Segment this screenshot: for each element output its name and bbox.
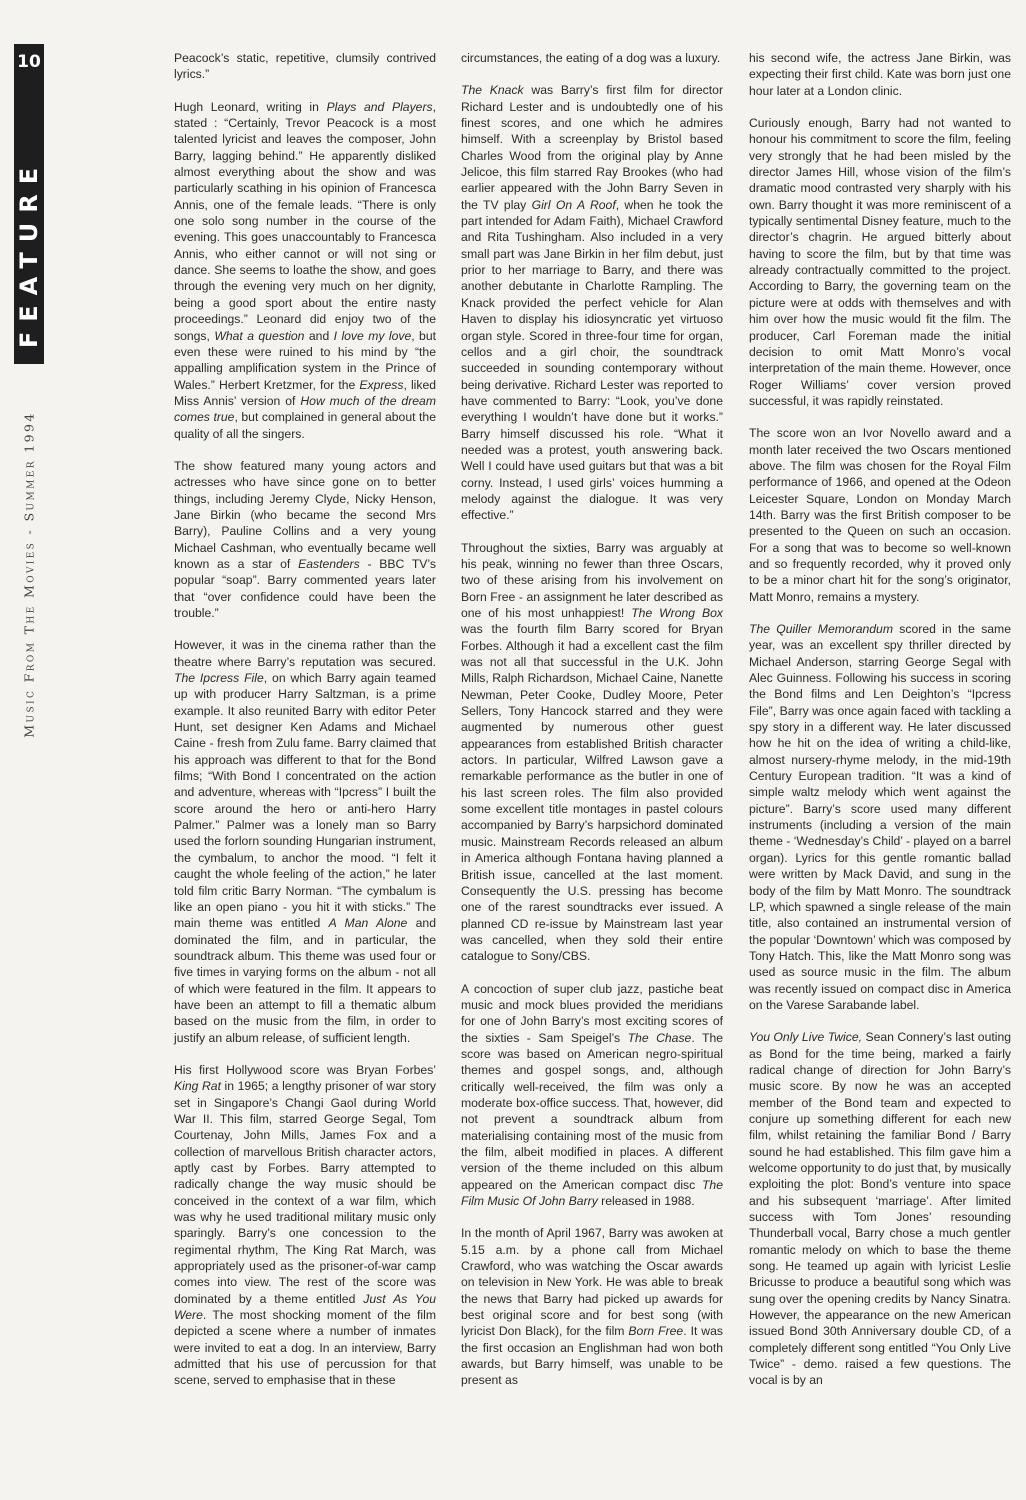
paragraph: In the month of April 1967, Barry was awoken at 5.15 a.m. by a phone call from Michael Crawford, who was watching the Oscar awards on television in New York. He was able to break the news that Barry had picked up awards for best original score and for best song (with lyricist Don Black), for the film Born Free. It was the first occasion an Englishman had won both awards, but Barry himself, was unable to be present as [461,1226,723,1388]
paragraph: The show featured many young actors and actresses who have since gone on to better things, including Jeremy Clyde, Nicky Henson, Jane Birkin (who became the second Mrs Barry), Pauline Collins and a very young Michael Cashman, who eventually became well known as a star of Eastenders - BBC TV’s popular “soap”. Barry commented years later that “over confidence could have been the trouble.” [174,458,436,620]
italic-title: The Wrong Box [631,606,723,620]
paragraph: A concoction of super club jazz, pastiche beat music and mock blues provided the meridians for one of John Barry’s most exciting scores of the sixties - Sam Speigel’s The Chase. The score was based on American negro-spiritual themes and gospel songs, and, although critically well-received, the film was only a moderate box-office success. That, however, did not prevent a soundtrack album from materialising containing most of the music from the film, albeit modified in places. A different version of the theme included on this album appeared on the American compact disc The Film Music Of John Barry released in 1988. [461,981,723,1209]
paragraph: You Only Live Twice, Sean Connery’s last outing as Bond for the time being, marked a fairly radical change of direction for John Barry’s music score. By now he was an accepted member of the Bond team and expected to conjure up something different for each new film, whilst retaining the familiar Bond / Barry sound he had established. This film gave him a welcome opportunity to do just that, by musically exploiting the plot: Bond’s venture into space and his subsequent ‘marriage’. After limited success with Tom Jones’ resounding Thunderball vocal, Barry chose a much gentler romantic melody on which to base the theme song. He teamed up again with lyricist Leslie Bricusse to produce a beautiful song which was sung over the opening credits by Nancy Sinatra. However, the appearance on the new American issued Bond 30th Anniversary double CD, of a completely different song entitled “You Only Live Twice” - demo. raised a few questions. The vocal is by an [749,1030,1011,1388]
paragraph: Curiously enough, Barry had not wanted to honour his commitment to score the film, feeling very strongly that he had been misled by the director James Hill, whose vision of the film’s dramatic mood contrasted very sharply with his own. Barry thought it was more reminiscent of a typically sentimental Disney feature, much to the director’s chagrin. He argued bitterly about having to score the film, but by that time was already contractually committed to the project. According to Barry, the governing team on the picture were at odds with themselves and with him over how the music would fit the film. The producer, Carl Foreman made the initial decision to omit Matt Monro’s vocal interpretation of the main theme. However, once Roger Williams’ cover version proved successful, it was rapidly reinstated. [749,116,1011,408]
column-3 [749,50,1011,1405]
section-label-text: FEATURE [15,157,44,349]
paragraph: his second wife, the actress Jane Birkin, was expecting their first child. Kate was born just one hour later at a London clinic. [749,51,1011,98]
italic-title: The Ipcress File [174,671,264,686]
italic-title: Just As You Were [174,1291,437,1323]
column-1 [174,50,436,1405]
running-head-text: Music From The Movies - Summer 1994 [21,410,37,738]
italic-title: Girl On A Roof [531,197,616,212]
italic-title: Born Free [628,1324,684,1339]
paragraph: His first Hollywood score was Bryan Forbes’ King Rat in 1965; a lengthy prisoner of war story set in Singapore’s Changi Gaol during World War II. This film, starred George Segal, Tom Courtenay, John Mills, James Fox and a collection of marvellous British character actors, aptly cast by Forbes. Barry attempted to radically change the way music should be conceived in the context of a war film, which was why he used traditional military music only sparingly. Barry’s one concession to the regimental rhythm, The King Rat March, was appropriately used as the prisoner-of-war camp comes into view. The rest of the score was dominated by a theme entitled Just As You Were. The most shocking moment of the film depicted a scene where a number of inmates were invited to eat a dog. In an interview, Barry admitted that his use of percussion for that scene, served to emphasise that in these [174,1062,437,1388]
italic-title: The Knack [461,83,524,98]
paragraph: The Quiller Memorandum scored in the same year, was an excellent spy thriller directed by Michael Anderson, starring George Segal with Alec Guinness. Following his success in scoring the Bond films and Len Deighton’s “Ipcress File”, Barry was once again faced with tackling a spy story in a different way. He later discussed how he hit on the idea of writing a child-like, almost nursery-rhyme melody, in the mid-19th Century European tradition. “It was a kind of simple waltz melody which went against the picture”. Barry’s score used many different instruments (including a version of the main theme - ‘Wednesday’s Child’ - played on a barrel organ). Lyrics for this gentle romantic ballad were written by Mack David, and sung in the body of the film by Matt Monro. The soundtrack LP, which spawned a single release of the main title, also contained an instrumental version of the popular ‘Downtown’ which was composed by Tony Hatch. This, like the Matt Monro song was used as source music in the film. The album was recently issued on compact disc in America on the Varese Sarabande label. [749,622,1011,1012]
running-head [14,364,44,784]
italic-title: How much of the dream comes true [174,393,436,425]
paragraph: Hugh Leonard, writing in Plays and Players, stated : “Certainly, Trevor Peacock is a most talented lyricist and leaves the composer, John Barry, lagging behind.” He apparently disliked almost everything about the show and was particularly scathing in his opinion of Francesca Annis, one of the female leads. “There is only one solo song number in the course of the evening. This goes unaccountably to Francesca Annis, who either cannot or will not sing or dance. She seems to loathe the show, and goes through the evening very much on her dignity, being a good sport about the entire nasty proceedings.” Leonard did enjoy two of the songs, What a question and I love my love, but even these were ruined to his mind by “the appalling amplification system in the Prince of Wales.” Herbert Kretzmer, for the Express, liked Miss Annis’ version of How much of the dream comes true, but complained in general about the quality of all the singers. [174,99,437,441]
italic-title: Eastenders [298,556,360,571]
paragraph: circumstances, the eating of a dog was a luxury. [461,51,721,65]
italic-title: You Only Live Twice, [749,1030,863,1045]
italic-title: I love my love [333,328,412,343]
italic-title: Plays and Players [326,99,433,114]
paragraph: The Knack was Barry’s first film for director Richard Lester and is undoubtedly one of his finest scores, and one which he admires himself. With a screenplay by Bristol based Charles Wood from the original play by Anne Jelicoe, this film starred Ray Brookes (who had earlier appeared with the John Barry Seven in the TV play Girl On A Roof, when he took the part intended for Adam Faith), Michael Crawford and Rita Tushingham. Also included in a very small part was Jane Birkin in her film debut, just prior to her marriage to Barry, and there was another debutante in Charlotte Rampling. The Knack provided the perfect vehicle for Alan Haven to display his idiosyncratic yet virtuoso organ style. Scored in three-four time for organ, cellos and a girl choir, the soundtrack succeeded in sounding contemporary without being derivative. Richard Lester was reported to have commented to Barry: “Look, you’ve done everything I wouldn’t have done but it works.” Barry himself discussed his role. “What it needed was a protest, youth answering back. Well I could have used guitars but that was a bit corny. Instead, I used girls’ voices humming a melody against the dialogue. It was very effective.” [461,83,723,523]
italic-title: Express [359,377,404,392]
italic-title: The Film Music Of John Barry [461,1177,723,1209]
paragraph: However, it was in the cinema rather than the theatre where Barry’s reputation was secured. The Ipcress File, on which Barry again teamed up with producer Harry Saltzman, is a prime example. It also reunited Barry with editor Peter Hunt, set designer Ken Adams and Michael Caine - fresh from Zulu fame. Barry claimed that his approach was different to that for the Bond films; “With Bond I concentrated on the action and adventure, whereas with “Ipcress” I built the score around the hero or anti-hero Harry Palmer.” Palmer was a lonely man so Barry used the forlorn sounding Hungarian instrument, the cymbalum, to anchor the mood. “I felt it caught the whole feeling of the action,” he later told film critic Barry Norman. “The cymbalum is like an open piano - you hit it with sticks.” The main theme was entitled A Man Alone and dominated the film, and in particular, the soundtrack album. This theme was used four or five times in varying forms on the album - not all of which were featured in the film. It appears to have been an attempt to fill a thematic album based on the music from the film, in order to justify an album release, of sufficient length. [174,638,436,1045]
italic-title: What a question [214,328,305,343]
paragraph: Throughout the sixties, Barry was arguably at his peak, winning no fewer than three Oscars, two of these arising from his involvement on Born Free - an assignment he later described as one of his most unhappiest! The Wrong Box was the fourth film Barry scored for Bryan Forbes. Although it had a excellent cast the film was not all that successful in the U.K. John Mills, Ralph Richardson, Michael Caine, Nanette Newman, Peter Cooke, Dudley Moore, Peter Sellers, Tony Hancock starred and they were augmented by numerous other guest appearances from established British character actors. In particular, Wilfred Lawson gave a remarkable performance as the butler in one of his last screen roles. The film also provided some excellent title montages in pastel colours accompanied by Barry’s harpsichord dominated music. Mainstream Records released an album in America although Fontana having planned a British issue, cancelled at the last moment. Consequently the U.S. pressing has become one of the rarest soundtracks ever issued. A planned CD re-issue by Mainstream last year was cancelled, when they sold their entire catalogue to Sony/CBS. [461,540,723,964]
section-label [15,148,44,358]
paragraph: Peacock’s static, repetitive, clumsily contrived lyrics.” [174,51,436,82]
italic-title: King Rat [174,1079,221,1094]
italic-title: The Chase [627,1030,692,1045]
column-2 [461,50,723,1405]
paragraph: The score won an Ivor Novello award and a month later received the two Oscars mentioned above. The film was chosen for the Royal Film performance of 1966, and opened at the Odeon Leicester Square, London on Monday March 14th. Barry was the first British composer to be presented to the Queen on such an occasion. For a song that was to become so well-known and so frequently recorded, why it proved only to be a minor chart hit for the song’s originator, Matt Monro, remains a mystery. [749,426,1011,604]
page-number: 10 [17,52,41,72]
italic-title: A Man Alone [328,916,408,931]
italic-title: The Quiller Memorandum [749,622,893,636]
